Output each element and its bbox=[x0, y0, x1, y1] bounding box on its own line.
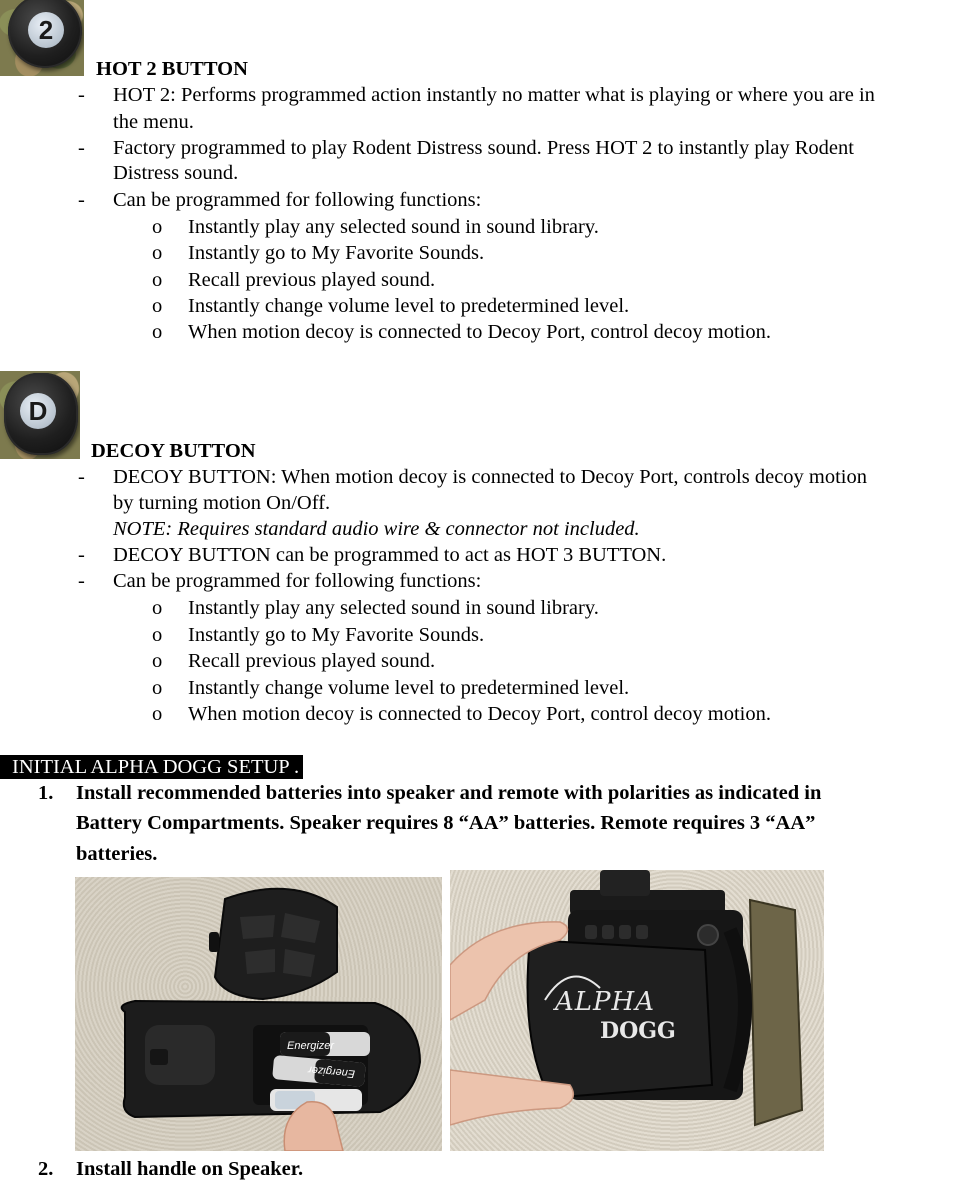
decoy-bullet-2: DECOY BUTTON can be programmed to act as HOT 3 BUTTON. bbox=[113, 544, 667, 566]
hot2-dash-3: - bbox=[78, 189, 85, 211]
decoy-bullet-1a: DECOY BUTTON: When motion decoy is connected to Decoy Port, controls decoy motion bbox=[113, 466, 868, 488]
hot2-bullet-2a: Factory programmed to play Rodent Distress sound. Press HOT 2 to instantly play Rodent bbox=[113, 137, 854, 159]
decoy-bullet-1b: by turning motion On/Off. bbox=[113, 492, 331, 514]
step-1-number: 1. bbox=[38, 782, 54, 804]
decoy-dash-3: - bbox=[78, 570, 85, 592]
remote-battery-photo bbox=[75, 877, 442, 1151]
hot2-bullet-2b: Distress sound. bbox=[113, 162, 239, 184]
decoy-sub-5: When motion decoy is connected to Decoy Port, control decoy motion. bbox=[188, 703, 771, 725]
alpha-logo-text: ALPHA bbox=[555, 987, 655, 1017]
setup-banner: INITIAL ALPHA DOGG SETUP . bbox=[0, 755, 303, 779]
decoy-heading: DECOY BUTTON bbox=[91, 440, 256, 462]
decoy-sub-1: Instantly play any selected sound in sound library. bbox=[188, 597, 599, 619]
hot2-sub-marker-5: o bbox=[152, 321, 163, 343]
decoy-badge: D bbox=[20, 393, 56, 429]
hot2-sub-1: Instantly play any selected sound in sound library. bbox=[188, 216, 599, 238]
step-1-line-1: Install recommended batteries into speaker and remote with polarities as indicated in bbox=[76, 782, 822, 804]
decoy-dash-2: - bbox=[78, 544, 85, 566]
decoy-sub-4: Instantly change volume level to predetermined level. bbox=[188, 677, 630, 699]
step-2-number: 2. bbox=[38, 1158, 54, 1180]
dogg-logo-text: DOGG bbox=[600, 1018, 676, 1044]
hot2-button-image bbox=[0, 0, 84, 76]
decoy-sub-marker-3: o bbox=[152, 650, 163, 672]
decoy-sub-marker-4: o bbox=[152, 677, 163, 699]
decoy-button-image bbox=[0, 371, 80, 459]
decoy-sub-3: Recall previous played sound. bbox=[188, 650, 436, 672]
hot2-sub-5: When motion decoy is connected to Decoy Port, control decoy motion. bbox=[188, 321, 771, 343]
decoy-sub-2: Instantly go to My Favorite Sounds. bbox=[188, 624, 485, 646]
hot2-dash-1: - bbox=[78, 84, 85, 106]
hot2-sub-3: Recall previous played sound. bbox=[188, 269, 436, 291]
speaker-battery-photo bbox=[450, 870, 824, 1151]
hot2-heading: HOT 2 BUTTON bbox=[96, 58, 248, 80]
hot2-dash-2: - bbox=[78, 137, 85, 159]
step-1-line-3: batteries. bbox=[76, 843, 158, 865]
battery-door bbox=[528, 940, 713, 1098]
decoy-note: NOTE: Requires standard audio wire & connector not included. bbox=[113, 518, 640, 540]
decoy-sub-marker-5: o bbox=[152, 703, 163, 725]
decoy-sub-marker-1: o bbox=[152, 597, 163, 619]
decoy-sub-marker-2: o bbox=[152, 624, 163, 646]
hot2-bullet-3: Can be programmed for following functions: bbox=[113, 189, 482, 211]
hot2-sub-marker-1: o bbox=[152, 216, 163, 238]
hot2-sub-marker-3: o bbox=[152, 269, 163, 291]
hot2-badge: 2 bbox=[28, 12, 64, 48]
battery-1 bbox=[280, 1032, 370, 1056]
speaker-side-panel bbox=[750, 900, 802, 1125]
battery-1-brand: Energizer bbox=[287, 1040, 335, 1052]
step-1-line-2: Battery Compartments. Speaker requires 8 “AA” batteries. Remote requires 3 “AA” bbox=[76, 812, 816, 834]
hot2-sub-marker-4: o bbox=[152, 295, 163, 317]
hot2-sub-marker-2: o bbox=[152, 242, 163, 264]
decoy-bullet-3: Can be programmed for following functions: bbox=[113, 570, 482, 592]
battery-2-brand: Energizer bbox=[307, 1063, 356, 1080]
hot2-bullet-1a: HOT 2: Performs programmed action instantly no matter what is playing or where you are in bbox=[113, 84, 875, 106]
battery-cover bbox=[209, 889, 337, 999]
hot2-bullet-1b: the menu. bbox=[113, 111, 194, 133]
hot2-sub-2: Instantly go to My Favorite Sounds. bbox=[188, 242, 485, 264]
decoy-dash-1: - bbox=[78, 466, 85, 488]
step-2-line-1: Install handle on Speaker. bbox=[76, 1158, 304, 1180]
hot2-sub-4: Instantly change volume level to predetermined level. bbox=[188, 295, 630, 317]
